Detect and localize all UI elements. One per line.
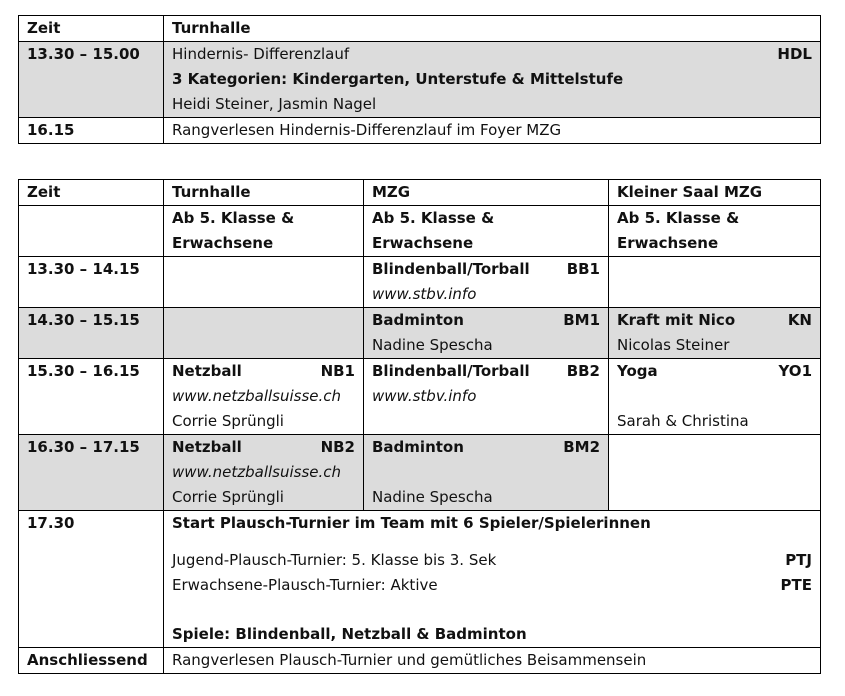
audience-line: Ab 5. Klasse & — [372, 209, 495, 227]
event-person: Nadine Spescha — [372, 336, 493, 354]
header-zeit: Zeit — [19, 16, 164, 42]
event-url: www.stbv.info — [372, 285, 477, 303]
event-url: www.stbv.info — [372, 387, 477, 405]
event-cell: Rangverlesen Hindernis-Differenzlauf im Foyer MZG — [164, 118, 821, 144]
event-code: BM2 — [563, 438, 600, 456]
event-title: Netzball — [172, 438, 242, 456]
event-cell — [164, 359, 364, 435]
table-row — [19, 118, 821, 144]
header-mzg: MZG — [364, 180, 609, 206]
event-cell: Rangverlesen Plausch-Turnier und gemütliches Beisammensein — [164, 648, 821, 674]
empty-cell — [609, 435, 821, 511]
empty-cell — [19, 206, 164, 257]
event-cell — [609, 308, 821, 359]
schedule-table-halls — [18, 179, 821, 674]
empty-cell — [164, 308, 364, 359]
table-row — [19, 257, 821, 308]
event-person: Sarah & Christina — [617, 412, 749, 430]
event-code: BM1 — [563, 311, 600, 329]
audience-line: Erwachsene — [372, 234, 474, 252]
event-title: Start Plausch-Turnier im Team mit 6 Spieler/Spielerinnen — [172, 514, 651, 532]
event-games: Spiele: Blindenball, Netzball & Badminton — [172, 625, 527, 643]
event-url: www.netzballsuisse.ch — [172, 387, 342, 405]
audience-line: Erwachsene — [172, 234, 274, 252]
table-row — [19, 359, 821, 435]
event-title: Kraft mit Nico — [617, 311, 736, 329]
audience-cell — [609, 206, 821, 257]
empty-cell — [609, 257, 821, 308]
event-code: YO1 — [778, 362, 812, 380]
event-code: NB2 — [320, 438, 355, 456]
event-code: HDL — [777, 45, 812, 63]
event-cell — [364, 359, 609, 435]
event-url: www.netzballsuisse.ch — [172, 463, 342, 481]
event-cell — [609, 359, 821, 435]
event-person: Nadine Spescha — [372, 488, 493, 506]
header-zeit: Zeit — [19, 180, 164, 206]
event-subtitle: Erwachsene-Plausch-Turnier: Aktive — [172, 576, 438, 594]
table-row — [19, 42, 821, 118]
audience-line: Ab 5. Klasse & — [172, 209, 295, 227]
event-code: PTE — [780, 576, 812, 594]
event-title: Blindenball/Torball — [372, 362, 530, 380]
header-kleiner-saal: Kleiner Saal MZG — [609, 180, 821, 206]
table-row — [19, 435, 821, 511]
time-cell: 13.30 – 15.00 — [19, 42, 164, 118]
audience-cell — [364, 206, 609, 257]
table-row — [19, 180, 821, 206]
time-cell: 16.30 – 17.15 — [19, 435, 164, 511]
event-cell — [164, 435, 364, 511]
empty-cell — [164, 257, 364, 308]
audience-cell — [164, 206, 364, 257]
event-cell — [364, 435, 609, 511]
event-person: Corrie Sprüngli — [172, 488, 284, 506]
time-cell: 13.30 – 14.15 — [19, 257, 164, 308]
table-row — [19, 648, 821, 674]
event-cell — [164, 42, 821, 118]
event-code: KN — [787, 311, 812, 329]
event-title: Netzball — [172, 362, 242, 380]
event-cell — [364, 308, 609, 359]
event-cell — [164, 511, 821, 648]
event-title: Blindenball/Torball — [372, 260, 530, 278]
event-code: PTJ — [785, 551, 812, 569]
event-subtitle: Jugend-Plausch-Turnier: 5. Klasse bis 3. Sek — [172, 551, 497, 569]
schedule-table-turnhalle — [18, 15, 821, 144]
table-row — [19, 308, 821, 359]
event-people: Heidi Steiner, Jasmin Nagel — [172, 95, 377, 113]
event-person: Corrie Sprüngli — [172, 412, 284, 430]
event-code: BB1 — [566, 260, 600, 278]
time-cell: 14.30 – 15.15 — [19, 308, 164, 359]
audience-line: Ab 5. Klasse & — [617, 209, 740, 227]
time-cell: 16.15 — [19, 118, 164, 144]
table-row — [19, 16, 821, 42]
time-cell: 15.30 – 16.15 — [19, 359, 164, 435]
event-title: Badminton — [372, 438, 464, 456]
header-turnhalle: Turnhalle — [164, 180, 364, 206]
event-title: Yoga — [617, 362, 658, 380]
time-cell: Anschliessend — [19, 648, 164, 674]
event-code: BB2 — [566, 362, 600, 380]
table-row — [19, 511, 821, 648]
table-row — [19, 206, 821, 257]
header-turnhalle: Turnhalle — [164, 16, 821, 42]
event-person: Nicolas Steiner — [617, 336, 730, 354]
event-title: Badminton — [372, 311, 464, 329]
event-categories: 3 Kategorien: Kindergarten, Unterstufe & Mittelstufe — [172, 70, 624, 88]
event-cell — [364, 257, 609, 308]
audience-line: Erwachsene — [617, 234, 719, 252]
time-cell: 17.30 — [19, 511, 164, 648]
event-title: Hindernis- Differenzlauf — [172, 45, 350, 63]
event-code: NB1 — [320, 362, 355, 380]
